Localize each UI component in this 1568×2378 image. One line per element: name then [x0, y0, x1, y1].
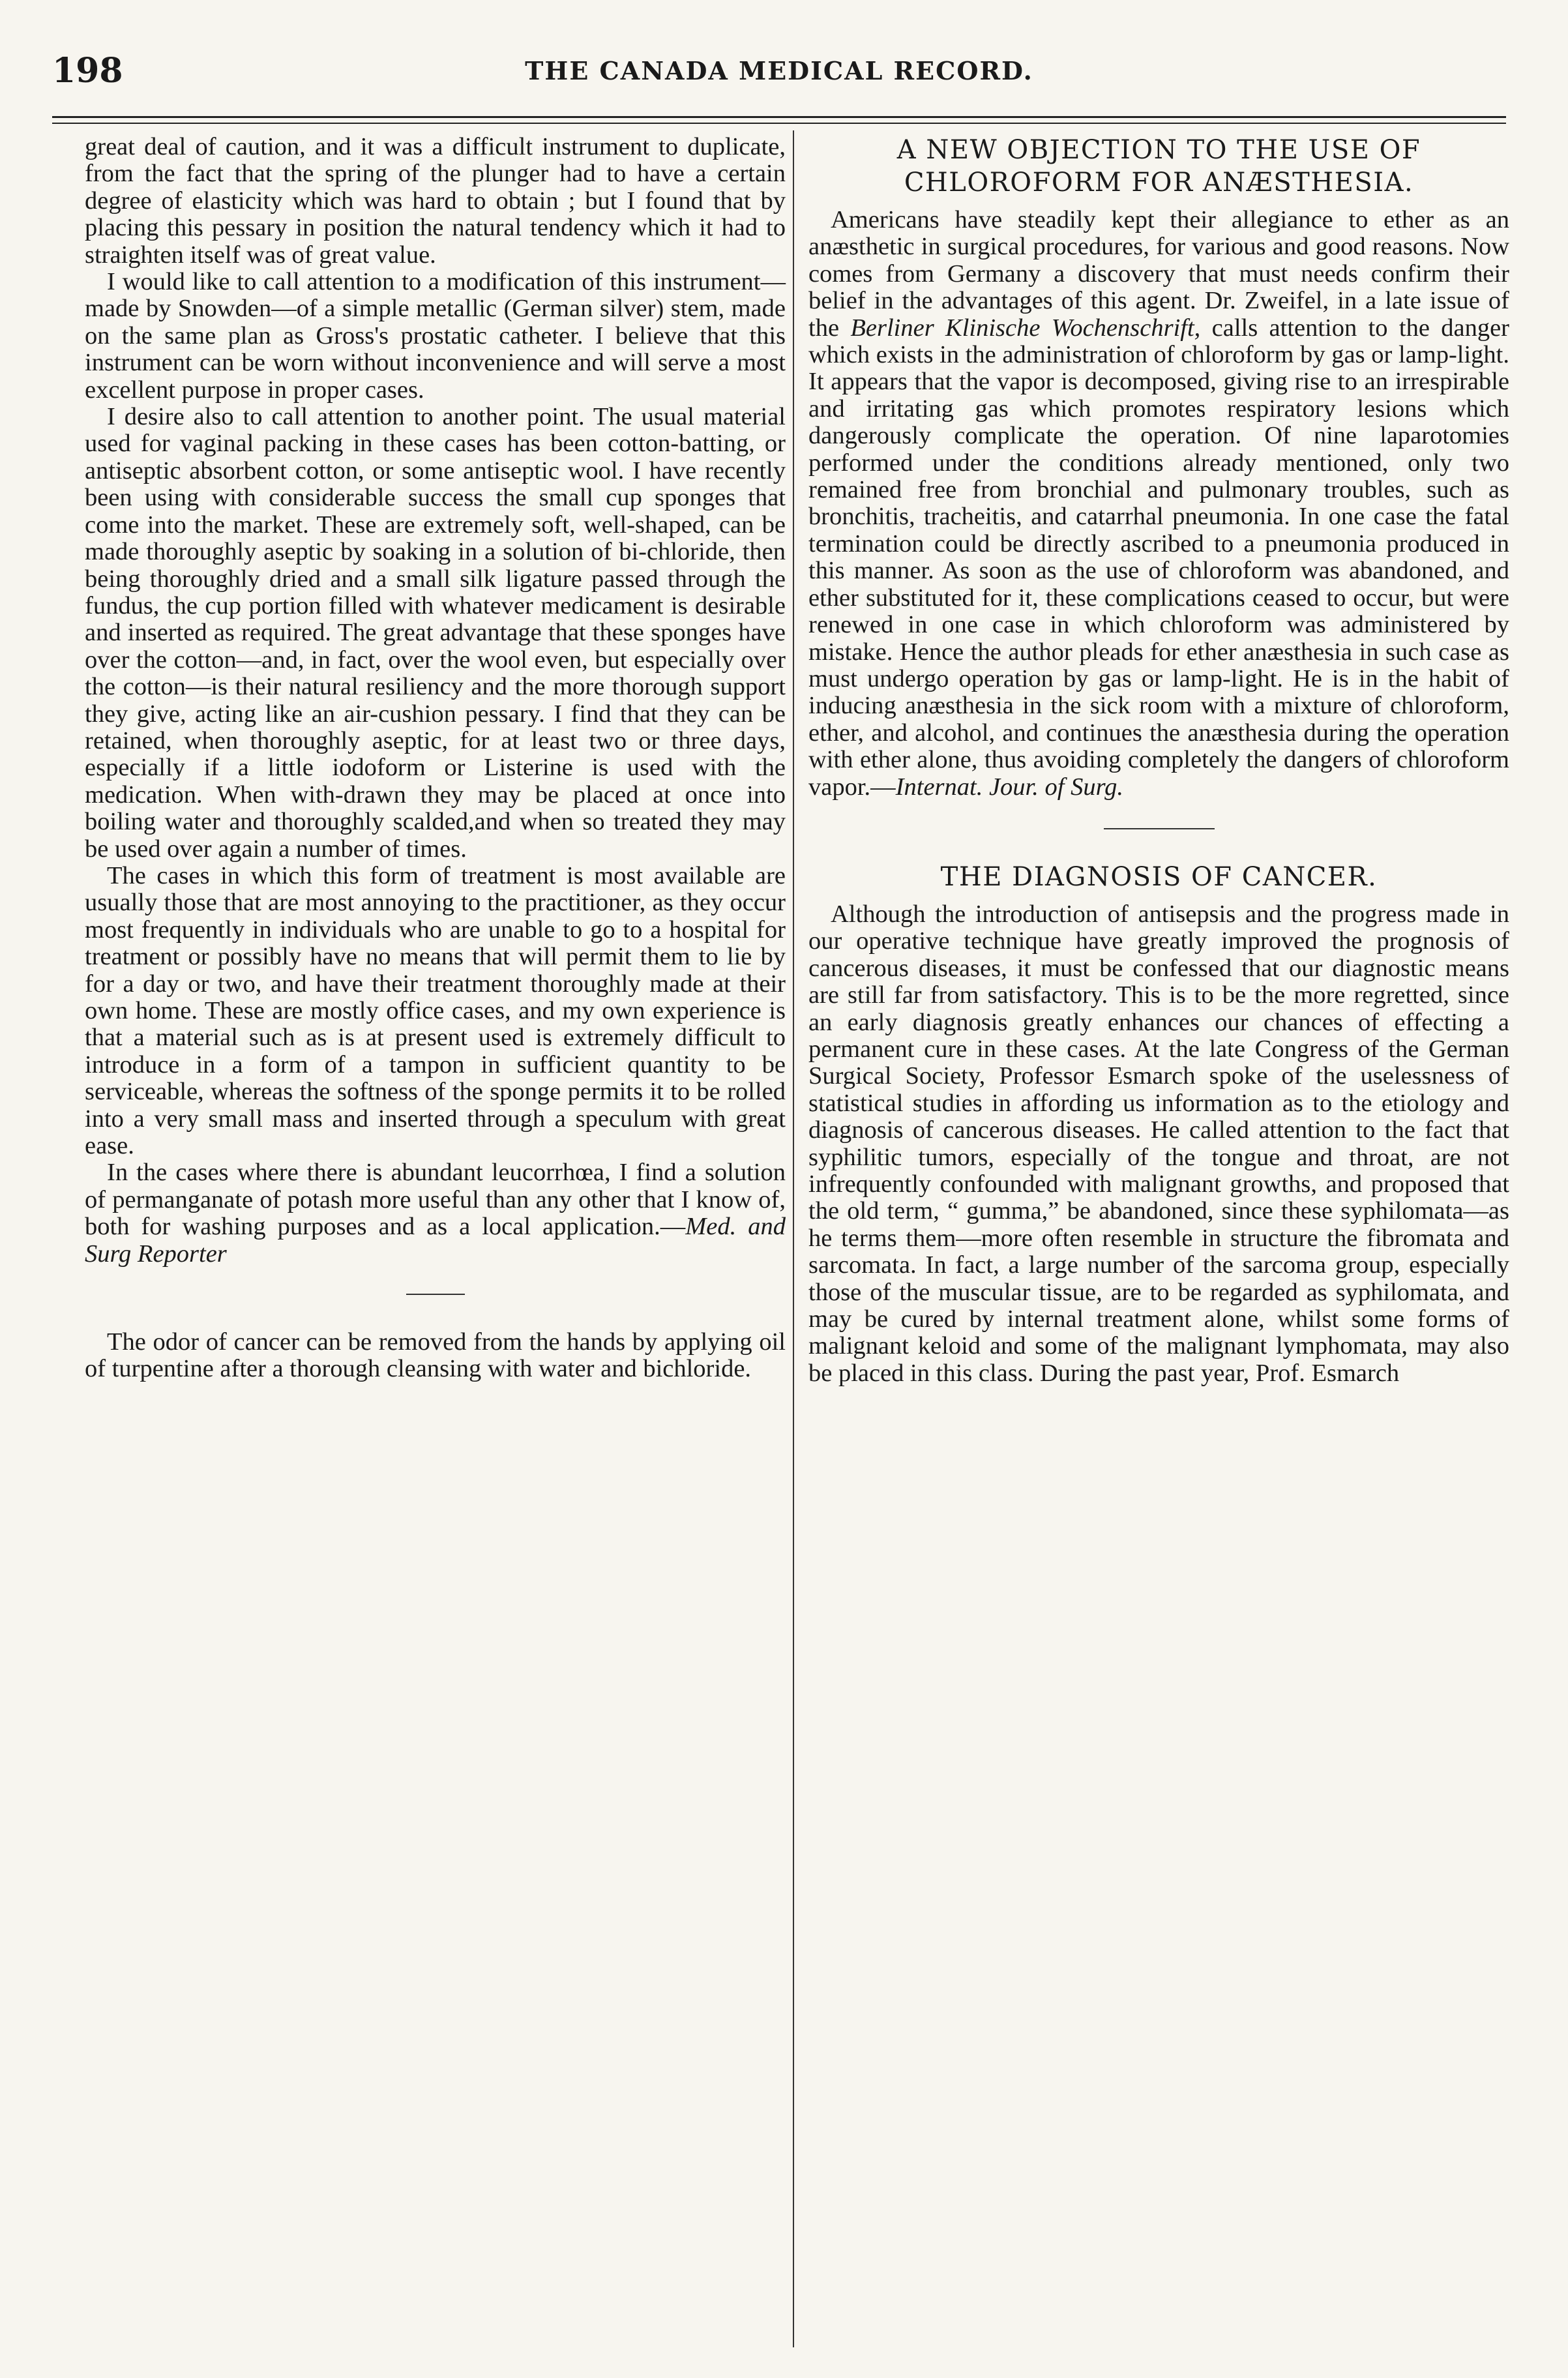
left-column [85, 134, 786, 1383]
paragraph: I desire also to call attention to another point. The usual material used for vaginal packing in these cases has been cotton-batting, or antiseptic absorbent cotton, or some antiseptic wool. I have recently been using with considerable success the small cup sponges that come into the market. These are extremely soft, well-shaped, can be made thoroughly aseptic by soaking in a solution of bi-chloride, then being thoroughly dried and a small silk ligature passed through the fundus, the cup portion filled with whatever medicament is desirable and inserted as required. The great advantage that these sponges have over the cotton—and, in fact, over the wool even, but especially over the cotton—is their natural resiliency and the more thorough support they give, acting like an air-cushion pessary. I find that they can be retained, when thoroughly aseptic, for at least two or three days, especially if a little iodoform or Listerine is used with the medication. When with-drawn they may be placed at once into boiling water and thoroughly scalded,and when so treated they may be used over again a number of times. [85, 403, 786, 863]
paragraph: I would like to call attention to a modification of this instrument—made by Snowden—of a simple metallic (German silver) stem, made on the same plan as Gross's prostatic catheter. I believe that this instrument can be worn without inconvenience and will serve a most excellent purpose in proper cases. [85, 268, 786, 404]
header-rule [52, 116, 1506, 118]
source-citation: Internat. Jour. of Surg. [895, 773, 1124, 801]
paragraph-text: Americans have steadily kept their allegiance to ether as an anæsthetic in surgical procedures, for various and good reasons. Now comes from Germany a discovery that must needs confirm their belief in the advantages of this agent. Dr. Zweifel, in a late issue of the [808, 206, 1509, 342]
paragraph-text: calls attention to the danger which exists in the administration of chloroform by gas or lamp-light. It appears that the vapor is decomposed, giving rise to an irrespirable and irritating gas which promotes respiratory lesions which dangerously complicate the operation. Of nine laparotomies performed under the conditions already mentioned, only two remained free from bronchial and pulmonary troubles, such as bronchitis, tracheitis, and catarrhal pneumonia. In one case the fatal termination could be directly ascribed to a pneumonia produced in this manner. As soon as the use of chloroform was abandoned, and ether substituted for it, these complications ceased to occur, but were renewed in one case in which chloroform was administered by mistake. Hence the author pleads for ether anæsthesia in such case as must undergo operation by gas or lamp-light. He is in the habit of inducing anæsthesia in the sick room with a mixture of chloroform, ether, and alcohol, and continues the anæsthesia during the operation with ether alone, thus avoiding completely the dangers of chloroform vapor.— [808, 314, 1509, 801]
header-rule-secondary [52, 123, 1506, 124]
column-divider [793, 130, 794, 2347]
section-separator [406, 1294, 465, 1295]
paragraph: great deal of caution, and it was a difficult instrument to duplicate, from the fact that the spring of the plunger had to have a certain degree of elasticity which was hard to obtain ; but I found that by placing this pessary in position the natural tendency which it had to straighten itself was of great value. [85, 133, 786, 269]
page-header [52, 51, 1506, 103]
paragraph: The odor of cancer can be removed from the hands by applying oil of turpentine after a thorough cleansing with water and bichloride. [85, 1328, 786, 1383]
paragraph: The cases in which this form of treatment is most available are usually those that are most annoying to the practitioner, as they occur most frequently in individuals who are unable to go to a hospital for treatment or possibly have no means that will permit them to lie by for a day or two, and have their treatment thoroughly made at their own home. These are mostly office cases, and my own experience is that a material such as is at present used is extremely difficult to introduce in a form of a tampon in sufficient quantity to be serviceable, whereas the softness of the sponge permits it to be rolled into a very small mass and inserted through a speculum with great ease. [85, 861, 786, 1160]
running-title: THE CANADA MEDICAL RECORD. [525, 56, 1033, 85]
paragraph: Although the introduction of antisepsis and the progress made in our operative technique have greatly improved the prognosis of cancerous diseases, it must be confessed that our diagnostic means are still far from satisfactory. This is to be the more regretted, since an early diagnosis greatly enhances our chances of effecting a permanent cure in these cases. At the late Congress of the German Surgical Society, Professor Esmarch spoke of the uselessness of statistical studies in affording us information as to the etiology and diagnosis of cancerous diseases. He called attention to the fact that syphilitic tumors, especially of the tongue and throat, are not infrequently confounded with malignant growths, and proposed that the old term, “ gumma,” be abandoned, since these syphilomata—as he terms them—more often resemble in structure the fibromata and sarcomata. In fact, a large number of the sarcoma group, especially those of the muscular tissue, are to be regarded as syphilomata, and may be cured by internal treatment alone, whilst some forms of malignant keloid and some of the malignant lymphomata, may also be placed in this class. During the past year, Prof. Esmarch [808, 900, 1509, 1387]
page-number: 198 [52, 51, 123, 91]
section-separator [1104, 828, 1215, 829]
source-citation: Med. and Surg Reporter [85, 1213, 786, 1268]
article-heading: THE DIAGNOSIS OF CANCER. [940, 861, 1378, 892]
journal-name: Berliner Klinische Wochenschrift, [850, 314, 1201, 342]
paragraph-text: In the cases where there is abundant leucorrhœa, I find a solution of permanganate of potash more useful than any other that I know of, both for washing purposes and as a local application.— [85, 1159, 786, 1241]
right-column [808, 134, 1509, 1387]
paragraph [808, 207, 1509, 801]
paragraph [85, 1159, 786, 1268]
article-heading: A NEW OBJECTION TO THE USE OF CHLOROFORM FOR ANÆSTHESIA. [896, 135, 1421, 198]
